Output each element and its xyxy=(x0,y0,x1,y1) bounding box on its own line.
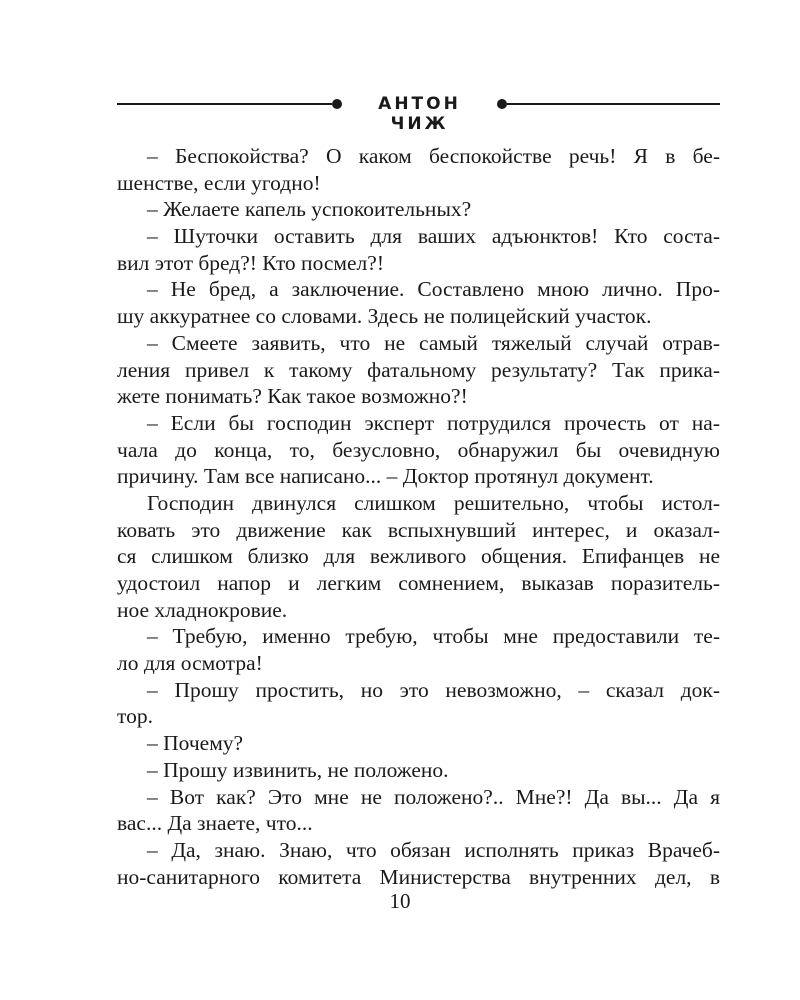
text-line: ся слишком близко для вежливого общения. Епифанцев не xyxy=(117,544,720,569)
text-line: – Да, знаю. Знаю, что обязан исполнять приказ Врачеб- xyxy=(147,837,720,862)
page-number: 10 xyxy=(389,889,411,913)
text-line: вил этот бред?! Кто посмел?! xyxy=(117,250,384,275)
running-header xyxy=(117,93,720,134)
text-line: шу аккуратнее со словами. Здесь не полицейский участок. xyxy=(117,304,652,329)
text-line: – Требую, именно требую, чтобы мне предоставили те- xyxy=(147,624,720,649)
text-line: шенстве, если угодно! xyxy=(117,170,321,195)
text-line: – Беспокойства? О каком беспокойстве речь! Я в бе- xyxy=(147,144,720,168)
text-line: – Шуточки оставить для ваших адъюнктов! Кто соста- xyxy=(147,224,720,249)
header-author: АНТОН ЧИЖ xyxy=(378,94,461,134)
text-line: – Почему? xyxy=(147,731,244,756)
header-rule-right xyxy=(507,103,720,105)
header-bullet-right xyxy=(497,99,507,109)
text-line: удостоил напор и легким сомнением, выказав поразитель- xyxy=(117,571,720,595)
text-line: ковать это движение как вспыхнувший интерес, и оказал- xyxy=(117,517,720,542)
text-line: – Вот как? Это мне не положено?.. Мне?! Да вы... Да я xyxy=(147,784,720,809)
text-line: – Желаете капель успокоительных? xyxy=(147,197,472,222)
text-line: – Если бы господин эксперт потрудился прочесть от на- xyxy=(147,410,720,435)
header-bullet-left xyxy=(332,99,342,109)
text-line: Господин двинулся слишком решительно, чтобы истол- xyxy=(147,490,720,515)
body-text xyxy=(117,143,720,890)
text-line: жете понимать? Как такое возможно?! xyxy=(117,384,468,409)
text-line: – Смеете заявить, что не самый тяжелый случай отрав- xyxy=(147,330,720,355)
text-line: ления привел к такому фатальному результату? Так прика- xyxy=(117,357,720,382)
header-rule-left xyxy=(117,103,332,105)
text-line: тор. xyxy=(117,704,153,729)
text-line: ное хладнокровие. xyxy=(117,597,288,622)
text-line: причину. Там все написано... – Доктор протянул документ. xyxy=(117,464,654,489)
text-line: – Не бред, а заключение. Составлено мною лично. Про- xyxy=(147,277,720,302)
text-line: вас... Да знаете, что... xyxy=(117,811,313,836)
text-line: – Прошу простить, но это невозможно, – сказал док- xyxy=(147,677,720,702)
text-line: чала до конца, то, безусловно, обнаружил бы очевидную xyxy=(117,437,720,462)
text-line: но-санитарного комитета Министерства внутренних дел, в xyxy=(117,864,720,889)
text-line: ло для осмотра! xyxy=(117,651,263,676)
text-line: – Прошу извинить, не положено. xyxy=(147,757,449,782)
